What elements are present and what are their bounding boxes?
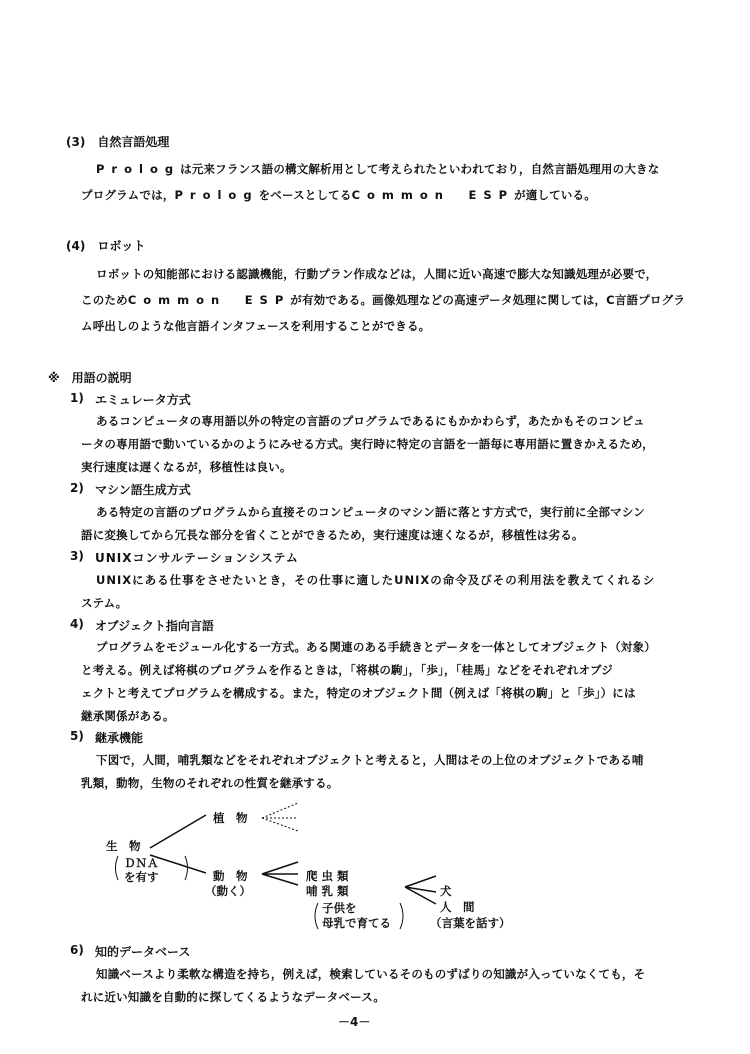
glossary-item-2-title: マシン語生成方式 bbox=[95, 483, 191, 497]
common-esp-term: Common ESP bbox=[127, 293, 291, 307]
glossary-item-5-title: 継承機能 bbox=[95, 731, 144, 745]
section-3-text: が適している。 bbox=[514, 188, 596, 202]
branch-line bbox=[150, 815, 206, 848]
glossary-item-6-title: 知的データベース bbox=[95, 945, 191, 959]
node-mammal: 哺乳類 bbox=[306, 884, 353, 898]
note-bracket bbox=[400, 903, 403, 929]
node-animal-note: （動く） bbox=[205, 884, 251, 898]
node-mammal-note: 子供を bbox=[322, 901, 357, 915]
glossary-item-1-line: 実行速度は遅くなるが，移植性は良い。 bbox=[81, 460, 292, 474]
node-human-note: （言葉を話す） bbox=[430, 916, 511, 930]
arrow bbox=[262, 862, 298, 885]
prolog-term: Prolog bbox=[96, 162, 181, 176]
section-3-text: は元来フランス語の構文解析用として考えられたといわれており，自然言語処理用の大きな bbox=[180, 162, 660, 176]
glossary-item-5-line: 乳類，動物，生物のそれぞれの性質を継承する。 bbox=[81, 776, 339, 790]
node-plant: 植 物 bbox=[213, 811, 248, 825]
section-4-text: が有効である。画像処理などの高速データ処理に関しては，C言語プログラ bbox=[290, 293, 686, 307]
page-number: －4－ bbox=[338, 1015, 371, 1029]
glossary-item-5-num: 5) bbox=[70, 729, 84, 743]
glossary-item-3-line: ステム。 bbox=[81, 596, 128, 610]
glossary-item-1-num: 1) bbox=[70, 391, 84, 405]
node-mammal-note: 母乳で育てる bbox=[322, 916, 391, 930]
glossary-item-3-title: UNIXコンサルテーションシステム bbox=[95, 551, 299, 565]
glossary-item-4-line: プログラムをモジュール化する一方式。ある関連のある手続きとデータを一体としてオブジェクト（対象） bbox=[96, 640, 656, 654]
arrow bbox=[405, 876, 436, 904]
glossary-item-6-line: れに近い知識を自動的に探してくるようなデータベース。 bbox=[81, 990, 385, 1004]
glossary-item-4-line: ェクトと考えてプログラムを構成する。また，特定のオブジェクト間（例えば「将棋の駒」と「歩」）には bbox=[81, 686, 636, 700]
node-human: 人 間 bbox=[440, 900, 475, 914]
section-4-heading: (4) ロボット bbox=[66, 239, 146, 253]
glossary-item-6-num: 6) bbox=[70, 943, 84, 957]
glossary-item-2-line: ある特定の言語のプログラムから直接そのコンピュータのマシン語に落とす方式で，実行前に全部マシン bbox=[96, 505, 645, 519]
section-3-heading: (3) 自然言語処理 bbox=[66, 135, 170, 149]
glossary-item-5-line: 下図で，人間，哺乳類などをそれぞれオブジェクトと考えると，人間はその上位のオブジェクトである哺 bbox=[96, 753, 644, 767]
glossary-heading: ※ 用語の説明 bbox=[48, 371, 132, 385]
glossary-item-4-title: オブジェクト指向言語 bbox=[95, 619, 214, 633]
section-4-line-3: ム呼出しのような他言語インタフェースを利用することができる。 bbox=[81, 319, 431, 333]
glossary-item-3-line: UNIXにある仕事をさせたいとき，その仕事に適したUNIXの命令及びその利用法を教えてくれるシ bbox=[96, 573, 656, 587]
note-bracket bbox=[185, 856, 188, 880]
node-organism-note: を有す bbox=[124, 870, 159, 884]
glossary-item-1-line: ータの専用語で動いているかのようにみせる方式。実行時に特定の言語を一語毎に専用語に置きかえるため， bbox=[81, 437, 654, 451]
dashed-arrow bbox=[262, 803, 298, 831]
note-bracket bbox=[315, 903, 318, 929]
node-organism-note: ＤＮＡ bbox=[124, 856, 159, 870]
node-reptile: 爬虫類 bbox=[306, 869, 353, 883]
glossary-item-4-line: 継承関係がある。 bbox=[81, 709, 175, 723]
section-4-text: このため bbox=[81, 293, 128, 307]
section-3-text: をベースとしてる bbox=[258, 188, 352, 202]
glossary-item-2-num: 2) bbox=[70, 481, 84, 495]
glossary-item-2-line: 語に変換してから冗長な部分を省くことができるため，実行速度は速くなるが，移植性は劣る。 bbox=[81, 528, 584, 542]
glossary-item-4-num: 4) bbox=[70, 617, 84, 631]
glossary-item-4-line: と考える。例えば将棋のプログラムを作るときは，「将棋の駒」，「歩」，「桂馬」などをそれぞれオブジ bbox=[81, 663, 613, 677]
node-organism: 生 物 bbox=[106, 839, 141, 853]
node-dog: 犬 bbox=[440, 884, 452, 898]
glossary-item-3-num: 3) bbox=[70, 549, 84, 563]
note-bracket bbox=[116, 856, 119, 880]
node-animal: 動 物 bbox=[213, 869, 248, 883]
common-esp-term: Common ESP bbox=[351, 188, 515, 202]
section-3-text: プログラムでは， bbox=[81, 188, 175, 202]
prolog-term: Prolog bbox=[174, 188, 259, 202]
glossary-item-1-line: あるコンピュータの専用語以外の特定の言語のプログラムであるにもかかわらず，あたかもそのコンピュ bbox=[96, 414, 645, 428]
glossary-item-1-title: エミュレータ方式 bbox=[95, 393, 191, 407]
section-4-line-1: ロボットの知能部における認識機能，行動プラン作成などは，人間に近い高速で膨大な知識処理が必要で， bbox=[96, 267, 658, 281]
glossary-item-6-line: 知識ベースより柔軟な構造を持ち，例えば，検索しているそのものずばりの知識が入っていなくても，そ bbox=[96, 967, 646, 981]
